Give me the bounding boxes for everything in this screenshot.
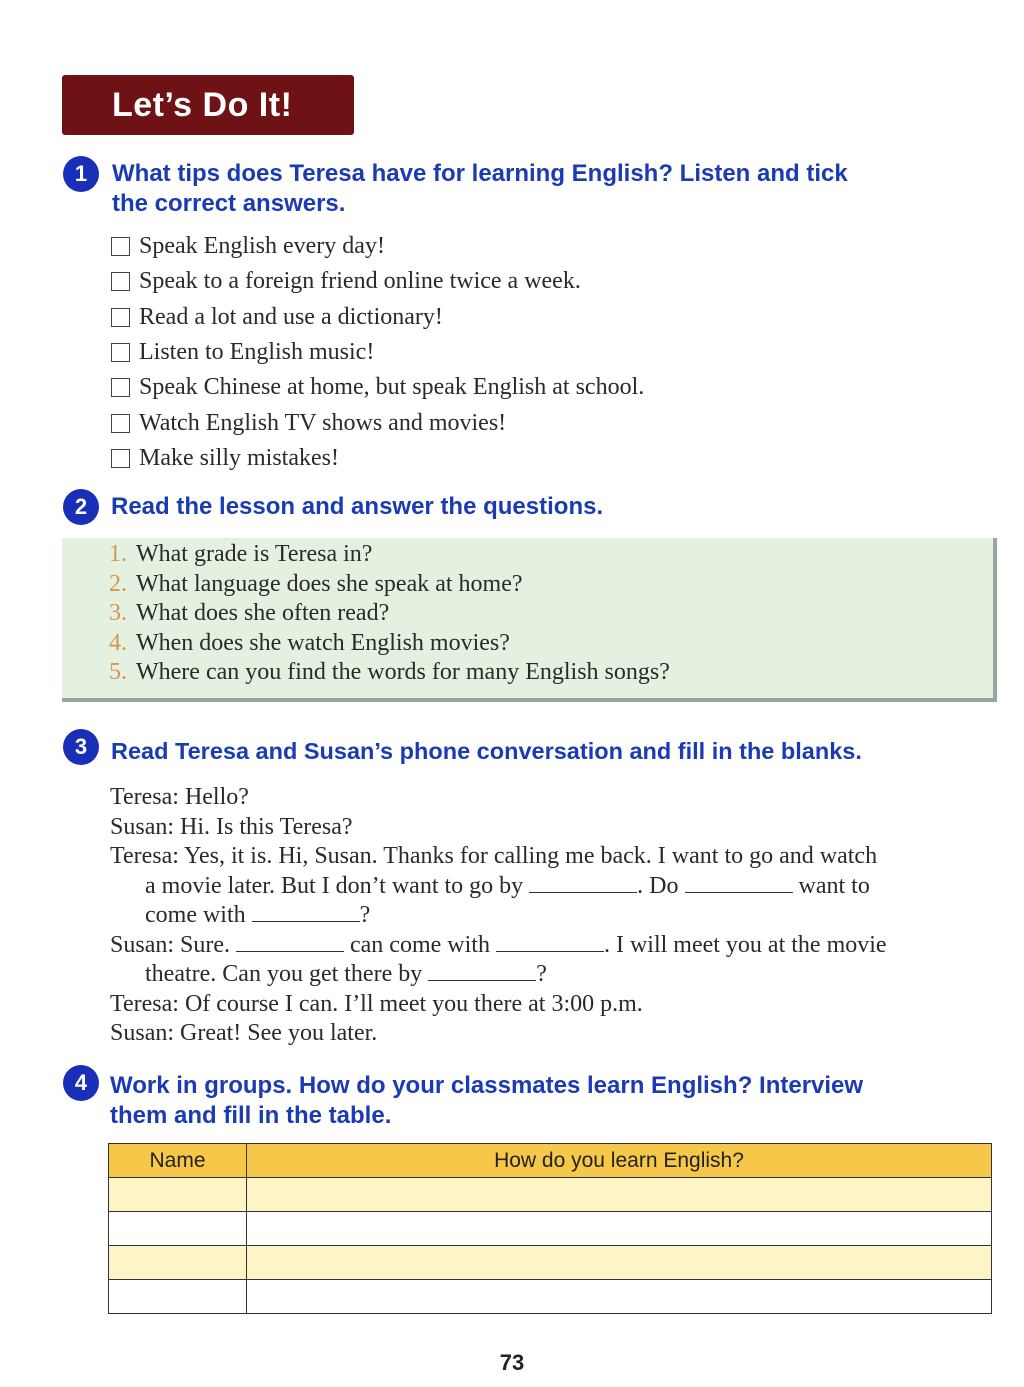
dialog-line: Teresa: Of course I can. I’ll meet you there at 3:00 p.m. [110,990,643,1017]
section-1-heading-line-2: the correct answers. [112,190,346,217]
checklist-item [111,229,644,264]
name-cell[interactable] [109,1178,247,1212]
question-item [109,658,670,688]
dialog-line: Teresa: Yes, it is. Hi, Susan. Thanks for calling me back. I want to go and watch [110,843,878,869]
section-2-heading: Read the lesson and answer the questions. [111,493,604,520]
checklist-item-label: Speak to a foreign friend online twice a week. [139,268,581,295]
tick-checkbox[interactable] [111,343,130,362]
dialog-text: . I will meet you at the movie [603,931,887,958]
table-row [109,1280,992,1314]
dialog-text: theatre. Can you get there by [145,961,423,987]
question-number: 5. [109,659,127,686]
fill-in-blank[interactable] [529,872,637,893]
dialog-line [110,901,1005,931]
dialog-text: can come with [350,931,490,958]
checklist-item [111,264,644,299]
question-number: 3. [109,600,127,627]
method-cell[interactable] [247,1178,992,1212]
table-row [109,1178,992,1212]
section-2-number-badge: 2 [63,489,99,525]
dialog-line [110,931,1005,961]
lets-do-it-banner [62,75,354,135]
checklist-item-label: Read a lot and use a dictionary! [139,303,443,330]
question-number: 2. [109,570,127,597]
checklist-item [111,335,644,370]
fill-in-blank[interactable] [428,960,536,981]
questions-list [109,540,670,688]
dialog-line: Susan: Hi. Is this Teresa? [110,813,353,840]
dialog-line [110,872,1005,902]
dialog-text: come with [145,902,246,928]
question-item [109,540,670,570]
question-item [109,599,670,629]
tick-checkbox[interactable] [111,308,130,327]
section-3-heading: Read Teresa and Susan’s phone conversation and fill in the blanks. [111,738,862,764]
method-cell[interactable] [247,1246,992,1280]
fill-in-blank[interactable] [496,931,604,952]
column-header-name: Name [109,1144,247,1178]
section-3-number-badge: 3 [63,729,99,765]
name-cell[interactable] [109,1280,247,1314]
fill-in-blank[interactable] [685,872,793,893]
section-1-heading [112,159,848,219]
dialog-text: . Do [637,872,679,899]
question-text: What language does she speak at home? [136,570,523,597]
section-4-number-badge: 4 [63,1065,99,1101]
dialog-line: Teresa: Hello? [110,784,249,810]
fill-in-blank[interactable] [236,931,344,952]
method-cell[interactable] [247,1212,992,1246]
tick-checkbox[interactable] [111,378,130,397]
tick-checkbox[interactable] [111,237,130,256]
question-number: 1. [109,541,127,568]
dialog-text: ? [536,961,547,987]
phone-conversation [110,783,1005,1049]
table-header-row [109,1144,992,1178]
method-cell[interactable] [247,1280,992,1314]
checklist-item-label: Listen to English music! [139,339,375,366]
question-text: Where can you find the words for many English songs? [136,659,670,686]
checklist-item-label: Watch English TV shows and movies! [139,409,507,436]
checklist-item [111,405,644,440]
column-header-method: How do you learn English? [247,1144,992,1178]
name-cell[interactable] [109,1246,247,1280]
table-row [109,1212,992,1246]
checklist-item [111,441,644,476]
question-item [109,570,670,600]
dialog-text: a movie later. But I don’t want to go by [145,872,524,899]
question-item [109,629,670,659]
interview-table [108,1143,992,1314]
table-row [109,1246,992,1280]
page-number: 73 [499,1350,525,1375]
question-text: What grade is Teresa in? [136,541,373,568]
dialog-line: Susan: Great! See you later. [110,1020,378,1046]
dialog-line [110,960,1005,990]
tips-checklist [111,229,644,476]
checklist-item-label: Make silly mistakes! [139,444,339,471]
section-1-number-badge: 1 [63,156,99,192]
tick-checkbox[interactable] [111,272,130,291]
question-text: When does she watch English movies? [136,629,510,656]
question-number: 4. [109,629,127,656]
checklist-item [111,300,644,335]
section-4-heading [110,1071,863,1131]
dialog-text: ? [359,902,371,928]
tick-checkbox[interactable] [111,414,130,433]
section-4-heading-line-2: them and fill in the table. [110,1102,392,1129]
banner-title: Let’s Do It! [112,85,293,124]
section-1-heading-line-1: What tips does Teresa have for learning English? Listen and tick [112,160,848,187]
dialog-text: want to [798,872,870,899]
checklist-item-label: Speak English every day! [139,233,385,260]
checklist-item [111,370,644,405]
fill-in-blank[interactable] [252,901,360,922]
name-cell[interactable] [109,1212,247,1246]
tick-checkbox[interactable] [111,449,130,468]
checklist-item-label: Speak Chinese at home, but speak English at school. [139,374,645,401]
dialog-text: Susan: Sure. [110,931,230,958]
question-text: What does she often read? [136,600,390,627]
section-4-heading-line-1: Work in groups. How do your classmates learn English? Interview [110,1072,864,1099]
